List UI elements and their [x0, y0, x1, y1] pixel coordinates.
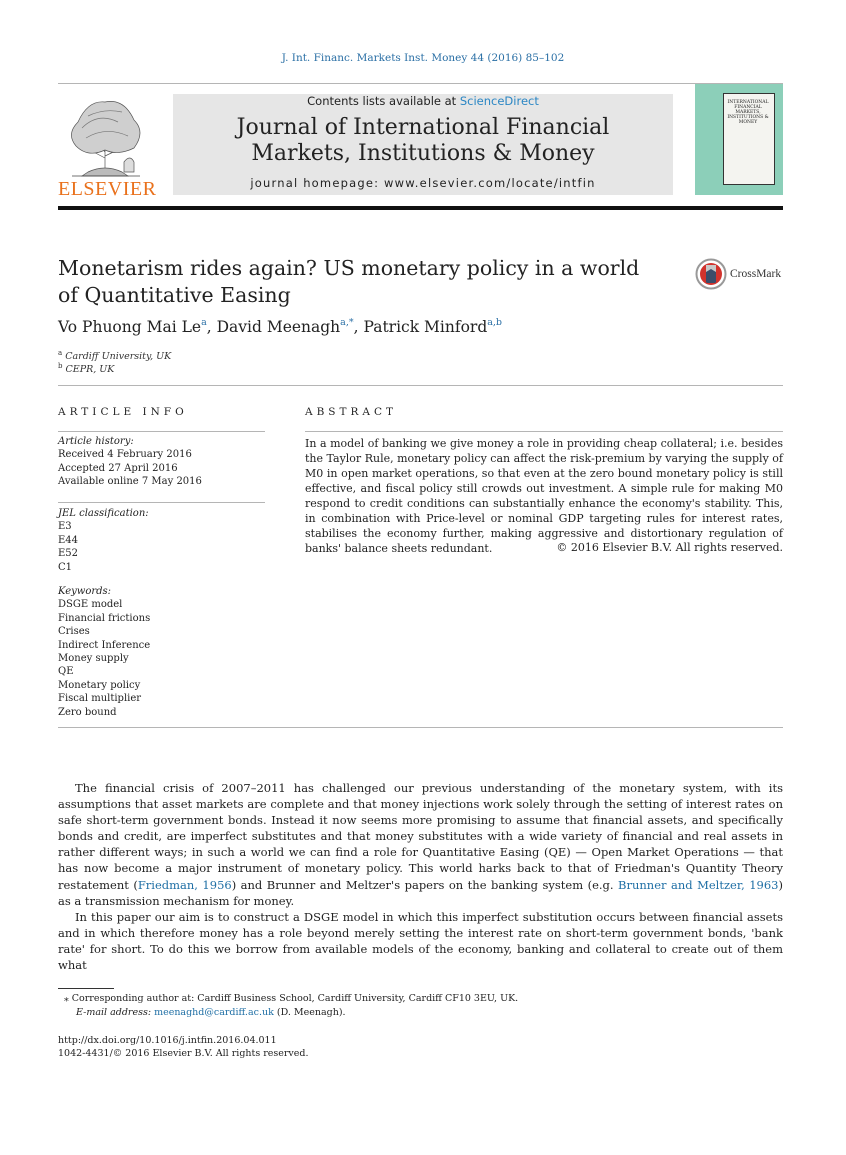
abstract-text: In a model of banking we give money a role in providing cheap collateral; i.e. besides the Taylor Rule, monetary policy can affect the risk-premium by varying the supply of M0 in open market operations, so that even at the zero bound monetary policy is still effective, and fiscal policy still crowds out investment. A simple rule for making M0 respond to credit conditions can substantially enhance the economy's stability. This, in combination with Price-level or nominal GDP targeting rules for interest rates, stabilises the economy further, making aggressive and distortionary regulation of banks' balance sheets redundant. [305, 437, 783, 555]
abstract-copyright: © 2016 Elsevier B.V. All rights reserved. [556, 541, 783, 554]
journal-title [173, 115, 673, 167]
article-info-rule [58, 431, 265, 432]
jel-classification [58, 507, 265, 574]
body-text [58, 780, 783, 973]
body-paragraph-1 [58, 780, 783, 909]
history-received: Received 4 February 2016 [58, 449, 192, 461]
keyword: Money supply [58, 653, 129, 665]
article-history [58, 435, 265, 489]
article-title [58, 255, 658, 309]
keyword: Indirect Inference [58, 639, 151, 651]
journal-homepage [173, 176, 673, 190]
history-online: Available online 7 May 2016 [58, 476, 202, 488]
author-affiliation-mark[interactable]: a [201, 317, 207, 328]
front-matter-rule [58, 727, 783, 728]
reference-link-brunner[interactable]: Brunner and Meltzer, 1963 [618, 877, 779, 892]
jel-code: E52 [58, 548, 79, 560]
body-text-run: ) and Brunner and Meltzer's papers on the banking system (e.g. [231, 877, 619, 892]
author-list [58, 318, 502, 336]
email-label: E-mail address: [76, 1007, 155, 1018]
crossmark-label[interactable]: CrossMark [730, 268, 782, 280]
jel-code: C1 [58, 561, 73, 573]
author-name[interactable]: Vo Phuong Mai Le [58, 318, 202, 336]
author-separator: , [353, 318, 364, 336]
author-name[interactable]: David Meenagh [216, 318, 341, 336]
elsevier-wordmark[interactable]: ELSEVIER [58, 178, 157, 200]
article-info-heading: ARTICLE INFO [58, 406, 188, 418]
author-affiliation-mark[interactable]: a,b [487, 317, 503, 328]
journal-citation[interactable]: J. Int. Financ. Markets Inst. Money 44 (2016) 85–102 [281, 52, 565, 64]
sciencedirect-link[interactable]: ScienceDirect [459, 94, 539, 108]
affiliation-b [58, 362, 114, 375]
keywords-label: Keywords: [58, 586, 112, 597]
cover-title: INTERNATIONAL FINANCIAL MARKETS, INSTITUTIONS & MONEY [727, 100, 769, 125]
contents-prefix: Contents lists available at [307, 94, 460, 108]
article-title-line1: Monetarism rides again? US monetary policy in a world [58, 256, 640, 280]
email-note [76, 1007, 346, 1018]
affiliation-text: Cardiff University, UK [65, 351, 172, 363]
authors-rule [58, 385, 783, 386]
article-title-line2: of Quantitative Easing [58, 283, 291, 307]
header-thick-bar [58, 206, 783, 210]
author-affiliation-mark[interactable]: a,* [340, 317, 354, 328]
keyword: DSGE model [58, 599, 123, 611]
journal-title-line2: Markets, Institutions & Money [251, 141, 595, 166]
footnote-mark: ⁎ [64, 993, 69, 1004]
body-paragraph-2: In this paper our aim is to construct a DSGE model in which this imperfect substitution occurs between financial assets and in which therefore money has a role beyond merely setting the interest rate on short-term government bonds, 'bank rate' for short. To do this we borrow from available models of the economy, banking and collateral to create out of them what [58, 909, 783, 973]
email-suffix: (D. Meenagh). [273, 1007, 346, 1018]
affiliation-text: CEPR, UK [65, 364, 115, 376]
keyword: Monetary policy [58, 679, 141, 691]
affiliation-a [58, 349, 171, 362]
keyword: Zero bound [58, 706, 117, 718]
journal-title-line1: Journal of International Financial [236, 115, 610, 140]
homepage-link[interactable]: www.elsevier.com/locate/intfin [384, 176, 596, 190]
keyword: QE [58, 666, 74, 678]
author-name[interactable]: Patrick Minford [363, 318, 488, 336]
author-separator: , [206, 318, 217, 336]
history-accepted: Accepted 27 April 2016 [58, 462, 178, 474]
crossmark-icon[interactable] [695, 258, 727, 290]
corresponding-author-text: Corresponding author at: Cardiff Business School, Cardiff University, Cardiff CF10 3EU, UK. [71, 993, 519, 1004]
affiliation-mark: a [58, 349, 63, 357]
reference-link-friedman[interactable]: Friedman, 1956 [137, 877, 232, 892]
jel-label: JEL classification: [58, 508, 149, 519]
body-text-run: The financial crisis of 2007–2011 has challenged our previous understanding of the monetary system, with its assumptions that asset markets are complete and that money injections work solely through the setting of interest rates on safe short-term government bonds. Instead it now seems more promising to assume that financial assets, and specifically bonds and credit, are imperfect substitutes and that money substitutes with a wide variety of financial and real assets in rather different ways; in such a world we can find a role for Quantitative Easing (QE) — Open Market Operations — that has now become a major instrument of monetary policy. This world harks back to that of Friedman's Quantity Theory restatement ( [58, 781, 783, 892]
jel-code: E44 [58, 534, 79, 546]
history-label: Article history: [58, 436, 134, 447]
homepage-prefix: journal homepage: [250, 176, 385, 190]
issn-copyright: 1042-4431/© 2016 Elsevier B.V. All rights reserved. [58, 1048, 309, 1059]
header-rule [58, 83, 783, 84]
journal-cover-image[interactable] [695, 84, 783, 195]
history-rule [58, 502, 265, 503]
keyword: Financial frictions [58, 612, 151, 624]
affiliation-mark: b [58, 362, 63, 370]
doi-link[interactable]: http://dx.doi.org/10.1016/j.intfin.2016.04.011 [58, 1035, 277, 1046]
body-text-run: ) as a transmission mechanism for money. [58, 877, 783, 908]
email-link[interactable]: meenaghd@cardiff.ac.uk [154, 1007, 274, 1018]
footnote-rule [58, 988, 114, 989]
contents-line [173, 94, 673, 108]
abstract-heading: ABSTRACT [305, 406, 398, 418]
keyword: Fiscal multiplier [58, 693, 142, 705]
keywords [58, 585, 265, 719]
jel-code: E3 [58, 521, 72, 533]
keyword: Crises [58, 626, 90, 638]
abstract-rule [305, 431, 783, 432]
corresponding-author-note [64, 993, 518, 1004]
